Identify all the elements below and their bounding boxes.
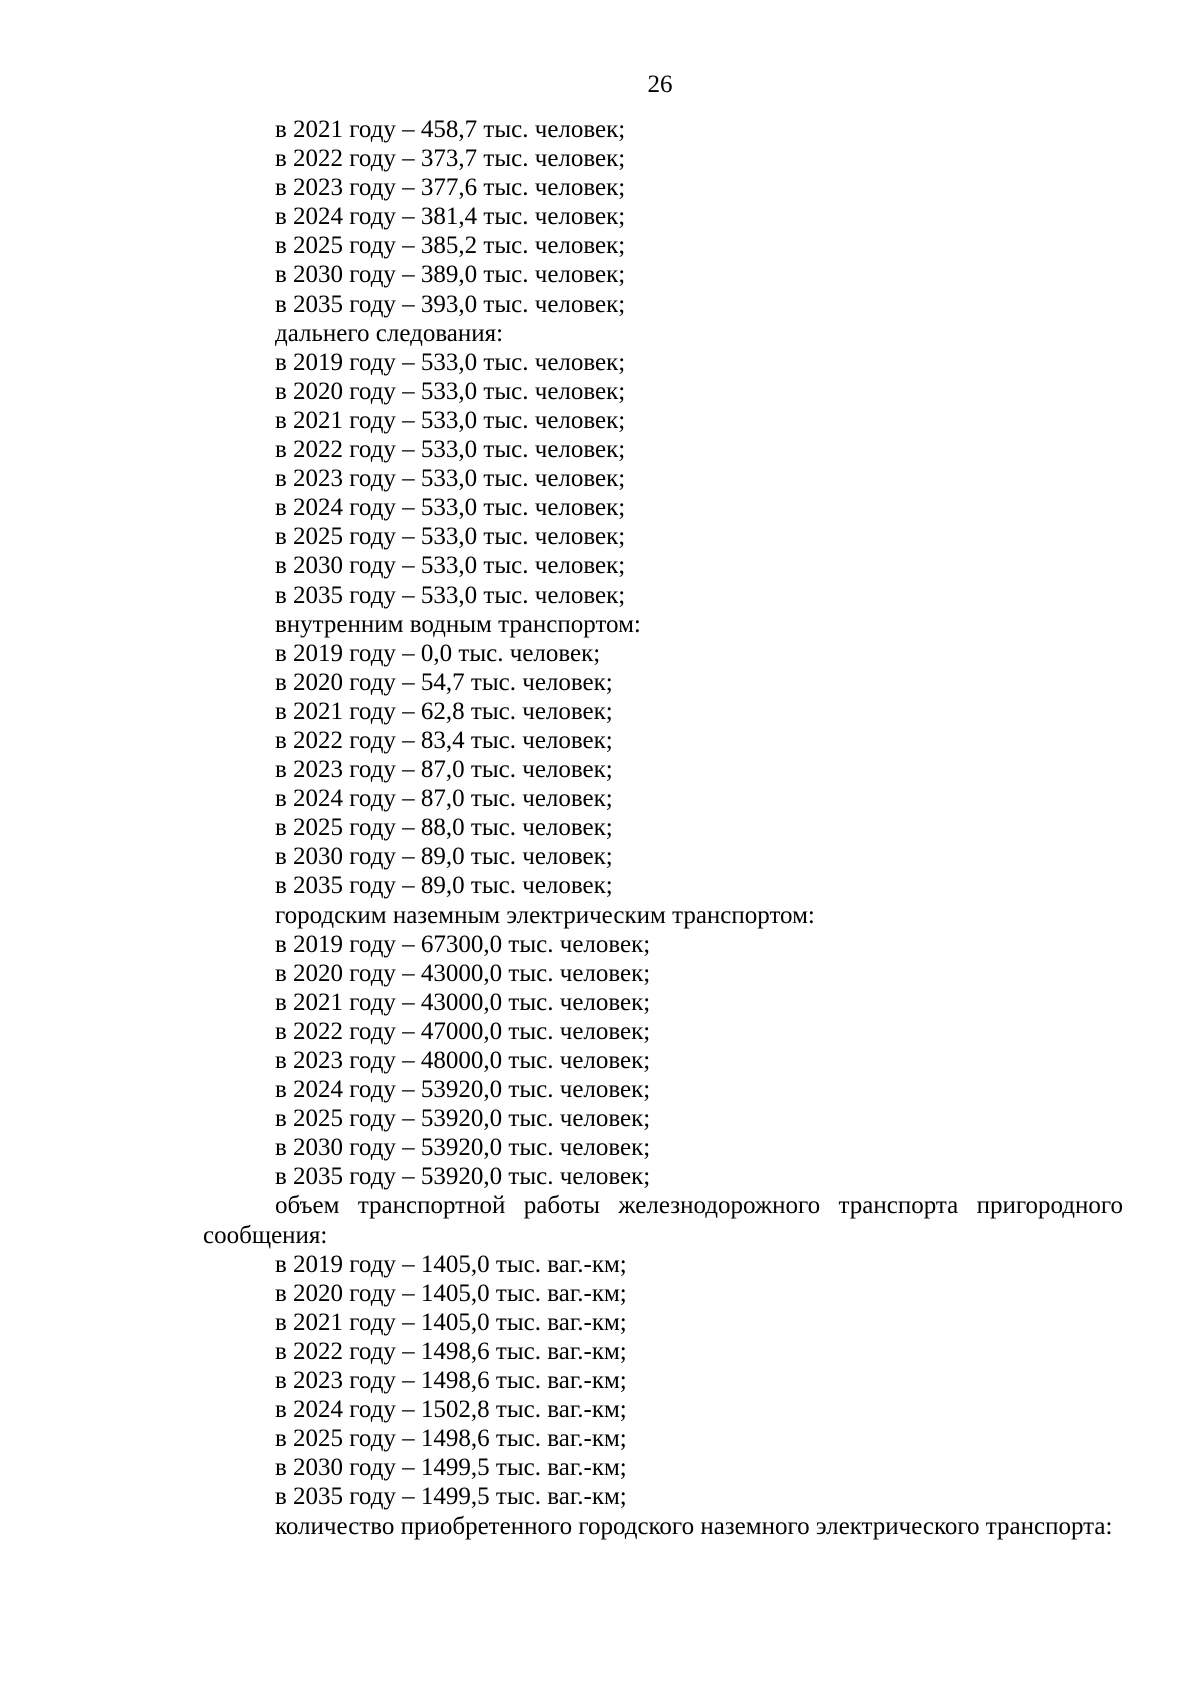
- list-item: в 2035 году – 533,0 тыс. человек;: [275, 581, 626, 609]
- list-electric: [203, 930, 1123, 1192]
- list-item: в 2025 году – 533,0 тыс. человек;: [275, 523, 626, 551]
- list-water: [203, 639, 1123, 901]
- list-item: в 2019 году – 533,0 тыс. человек;: [275, 348, 626, 376]
- list-item: в 2030 году – 1499,5 тыс. ваг.-км;: [275, 1454, 627, 1482]
- list-item: в 2022 году – 533,0 тыс. человек;: [275, 436, 626, 464]
- list-item: в 2024 году – 53920,0 тыс. человек;: [275, 1076, 651, 1104]
- list-item: в 2023 году – 48000,0 тыс. человек;: [275, 1047, 651, 1074]
- list-item: в 2024 году – 1502,8 тыс. ваг.-км;: [275, 1396, 627, 1424]
- list-item: в 2025 году – 53920,0 тыс. человек;: [275, 1105, 651, 1133]
- list-item: в 2023 году – 1498,6 тыс. ваг.-км;: [275, 1367, 627, 1395]
- list-item: в 2019 году – 67300,0 тыс. человек;: [275, 930, 651, 958]
- list-item: в 2035 году – 89,0 тыс. человек;: [275, 872, 613, 900]
- list-item: в 2024 году – 381,4 тыс. человек;: [275, 203, 626, 231]
- list-item: в 2023 году – 533,0 тыс. человек;: [275, 465, 626, 493]
- list-item: в 2035 году – 393,0 тыс. человек;: [275, 290, 626, 318]
- section-heading-long-distance: дальнего следования:: [275, 319, 504, 347]
- list-item: в 2022 году – 83,4 тыс. человек;: [275, 726, 613, 754]
- list-item: в 2025 году – 385,2 тыс. человек;: [275, 232, 626, 260]
- list-item: в 2024 году – 533,0 тыс. человек;: [275, 494, 626, 522]
- list-item: в 2025 году – 88,0 тыс. человек;: [275, 814, 613, 842]
- list-item: в 2019 году – 0,0 тыс. человек;: [275, 639, 601, 667]
- list-item: в 2022 году – 373,7 тыс. человек;: [275, 145, 626, 173]
- document-body: [203, 115, 1123, 1541]
- list-item: в 2020 году – 43000,0 тыс. человек;: [275, 959, 651, 987]
- list-item: в 2021 году – 533,0 тыс. человек;: [275, 406, 626, 434]
- list-item: в 2020 году – 533,0 тыс. человек;: [275, 377, 626, 405]
- list-rail-volume: [203, 1250, 1123, 1512]
- list-item: в 2021 году – 1405,0 тыс. ваг.-км;: [275, 1308, 627, 1336]
- list-long-distance: [203, 348, 1123, 610]
- list-item: в 2035 году – 1499,5 тыс. ваг.-км;: [275, 1483, 627, 1511]
- list-item: в 2020 году – 54,7 тыс. человек;: [275, 668, 613, 696]
- list-item: в 2035 году – 53920,0 тыс. человек;: [275, 1163, 651, 1191]
- section-heading-electric: городским наземным электрическим транспортом:: [275, 901, 815, 929]
- list-item: в 2019 году – 1405,0 тыс. ваг.-км;: [275, 1250, 627, 1278]
- list-item: в 2023 году – 377,6 тыс. человек;: [275, 174, 626, 202]
- list-item: в 2030 году – 53920,0 тыс. человек;: [275, 1134, 651, 1162]
- list-item: в 2030 году – 533,0 тыс. человек;: [275, 552, 626, 580]
- list-item: в 2020 году – 1405,0 тыс. ваг.-км;: [275, 1279, 627, 1307]
- paragraph-purchased-transport: количество приобретенного городского наземного электрического транспорта:: [275, 1512, 1113, 1540]
- list-item: в 2022 году – 47000,0 тыс. человек;: [275, 1017, 651, 1045]
- list-item: в 2030 году – 89,0 тыс. человек;: [275, 843, 613, 871]
- section-heading-water: внутренним водным транспортом:: [275, 610, 641, 638]
- list-group-1: [203, 115, 1123, 319]
- list-item: в 2021 году – 43000,0 тыс. человек;: [275, 988, 651, 1016]
- list-item: в 2021 году – 458,7 тыс. человек;: [275, 116, 626, 143]
- paragraph-rail-volume: объем транспортной работы железнодорожного транспорта пригородного сообщения:: [203, 1192, 1123, 1249]
- list-item: в 2022 году – 1498,6 тыс. ваг.-км;: [275, 1337, 627, 1365]
- list-item: в 2023 году – 87,0 тыс. человек;: [275, 756, 613, 784]
- list-item: в 2024 году – 87,0 тыс. человек;: [275, 785, 613, 813]
- list-item: в 2030 году – 389,0 тыс. человек;: [275, 261, 626, 289]
- page-number: 26: [647, 71, 673, 98]
- list-item: в 2025 году – 1498,6 тыс. ваг.-км;: [275, 1425, 627, 1453]
- list-item: в 2021 году – 62,8 тыс. человек;: [275, 697, 613, 725]
